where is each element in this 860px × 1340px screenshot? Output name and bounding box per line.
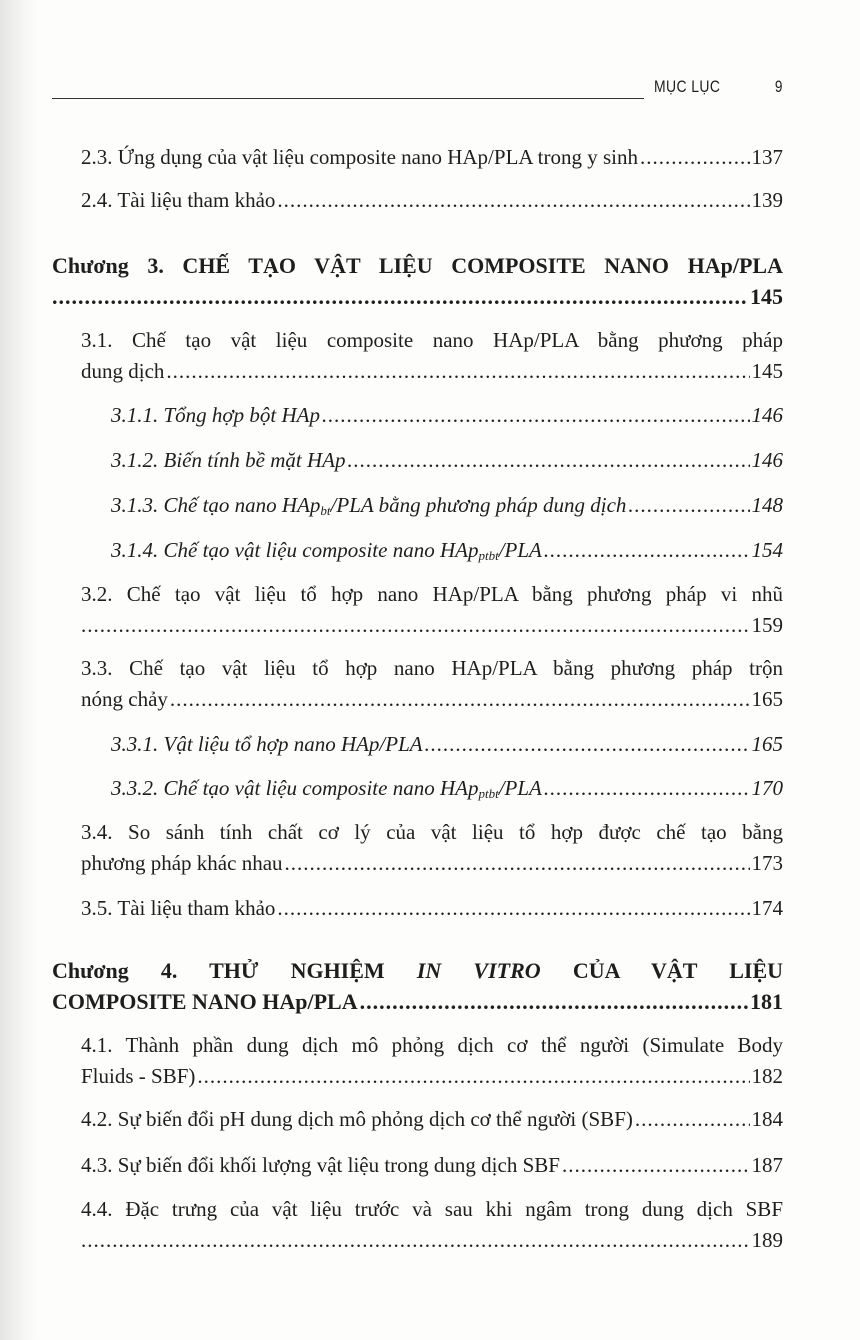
page-number: 189	[751, 1228, 783, 1252]
leader-dots	[360, 986, 748, 1017]
leader-dots	[166, 356, 749, 387]
title-part: 3.3.2. Chế tạo vật liệu composite nano HAp	[111, 776, 479, 800]
entry-title: 3.1.2. Biến tính bề mặt HAp	[111, 448, 346, 472]
title-part: 3.1.4. Chế tạo vật liệu composite nano HAp	[111, 538, 479, 562]
entry-title-line1: 3.3. Chế tạo vật liệu tổ hợp nano HAp/PLA bằng phương pháp trộn	[81, 656, 783, 680]
page-number: 187	[751, 1153, 783, 1177]
toc-entry-3-5[interactable]	[81, 893, 783, 924]
page-number: 165	[751, 687, 783, 711]
page-number: 137	[751, 145, 783, 169]
subscript: ptbt	[478, 548, 499, 563]
leader-dots	[635, 1104, 750, 1135]
leader-dots	[544, 773, 750, 804]
entry-title-line1: 4.1. Thành phần dung dịch mô phỏng dịch cơ thể người (Simulate Body	[81, 1033, 783, 1057]
toc-entry-3-1-4[interactable]	[111, 535, 783, 566]
toc-entry-3-1-2[interactable]	[111, 445, 783, 476]
page-number: 145	[750, 284, 783, 309]
toc-entry-3-3-1[interactable]	[111, 729, 783, 760]
entry-title: 2.4. Tài liệu tham khảo	[81, 188, 276, 212]
toc-entry-4-2[interactable]	[81, 1104, 783, 1135]
leader-dots	[562, 1150, 750, 1181]
subscript: ptbt	[478, 786, 499, 801]
toc-entry-3-3[interactable]	[81, 653, 783, 715]
page-number: 173	[751, 851, 783, 875]
leader-dots	[425, 729, 750, 760]
header-rule	[52, 98, 644, 99]
toc-entry-4-1[interactable]	[81, 1030, 783, 1092]
entry-title: 3.1.1. Tổng hợp bột HAp	[111, 403, 320, 427]
page-number: 154	[751, 538, 783, 562]
page-number: 139	[751, 188, 783, 212]
leader-dots	[52, 281, 748, 312]
entry-title-line1: 4.4. Đặc trưng của vật liệu trước và sau khi ngâm trong dung dịch SBF	[81, 1197, 783, 1221]
toc-entry-2-4[interactable]	[81, 185, 783, 216]
title-part-italic: IN VITRO	[416, 958, 541, 983]
entry-title	[111, 773, 542, 804]
header-title: MỤC LỤC	[654, 77, 721, 96]
entry-title: 3.3.1. Vật liệu tổ hợp nano HAp/PLA	[111, 732, 423, 756]
leader-dots	[81, 610, 750, 641]
page-number: 159	[751, 613, 783, 637]
leader-dots	[544, 535, 750, 566]
toc-entry-3-1[interactable]	[81, 325, 783, 387]
leader-dots	[170, 684, 750, 715]
page-number: 174	[751, 896, 783, 920]
entry-title	[111, 535, 542, 566]
page-number: 148	[751, 493, 783, 517]
entry-title: 3.5. Tài liệu tham khảo	[81, 896, 276, 920]
page-number: 184	[751, 1107, 783, 1131]
toc-chapter-3[interactable]	[52, 250, 783, 312]
leader-dots	[628, 490, 749, 521]
leader-dots	[285, 848, 750, 879]
entry-title-line2: Fluids - SBF)	[81, 1064, 196, 1088]
entry-title-line2: phương pháp khác nhau	[81, 851, 283, 875]
toc-entry-3-3-2[interactable]	[111, 773, 783, 804]
leader-dots	[81, 1225, 750, 1256]
page-number: 146	[751, 448, 783, 472]
toc-entry-3-2[interactable]	[81, 579, 783, 641]
leader-dots	[277, 185, 749, 216]
page-number: 182	[751, 1064, 783, 1088]
subscript: bt	[320, 503, 331, 518]
toc-entry-2-3[interactable]	[81, 142, 783, 173]
page-edge-shadow	[0, 0, 40, 1340]
title-part: /PLA bằng phương pháp dung dịch	[330, 493, 627, 517]
toc-entry-3-1-1[interactable]	[111, 400, 783, 431]
title-part: 3.1.3. Chế tạo nano HAp	[111, 493, 321, 517]
entry-title: 4.3. Sự biến đổi khối lượng vật liệu trong dung dịch SBF	[81, 1153, 560, 1177]
page-number: 170	[751, 776, 783, 800]
entry-title-line1: 3.2. Chế tạo vật liệu tổ hợp nano HAp/PLA bằng phương pháp vi nhũ	[81, 582, 783, 606]
leader-dots	[277, 893, 749, 924]
leader-dots	[347, 445, 749, 476]
title-part: /PLA	[498, 538, 542, 562]
title-part: Chương 4. THỬ NGHIỆM	[52, 958, 385, 983]
leader-dots	[640, 142, 750, 173]
toc-entry-4-3[interactable]	[81, 1150, 783, 1181]
header-page-number: 9	[774, 77, 782, 96]
chapter-title-line2: COMPOSITE NANO HAp/PLA	[52, 989, 358, 1014]
toc-entry-3-4[interactable]	[81, 817, 783, 879]
leader-dots	[322, 400, 750, 431]
entry-title-line1: 3.4. So sánh tính chất cơ lý của vật liệu tổ hợp được chế tạo bằng	[81, 820, 783, 844]
entry-title	[111, 490, 626, 521]
entry-title-line2: nóng chảy	[81, 687, 168, 711]
entry-title: 2.3. Ứng dụng của vật liệu composite nano HAp/PLA trong y sinh	[81, 145, 638, 169]
entry-title-line1: 3.1. Chế tạo vật liệu composite nano HAp/PLA bằng phương pháp	[81, 328, 783, 352]
chapter-title: Chương 3. CHẾ TẠO VẬT LIỆU COMPOSITE NANO HAp/PLA	[52, 253, 783, 278]
page-number: 145	[751, 359, 783, 383]
title-part: CỦA VẬT LIỆU	[572, 958, 784, 983]
toc-entry-3-1-3[interactable]	[111, 490, 783, 521]
toc-entry-4-4[interactable]	[81, 1194, 783, 1256]
page-number: 146	[751, 403, 783, 427]
leader-dots	[197, 1061, 749, 1092]
chapter-title-line1	[52, 955, 783, 986]
toc-chapter-4[interactable]	[52, 955, 783, 1017]
page-number: 165	[751, 732, 783, 756]
running-header	[52, 74, 782, 104]
title-part: /PLA	[498, 776, 542, 800]
entry-title: 4.2. Sự biến đổi pH dung dịch mô phỏng dịch cơ thể người (SBF)	[81, 1107, 633, 1131]
page-number: 181	[750, 989, 783, 1014]
entry-title-line2: dung dịch	[81, 359, 165, 383]
